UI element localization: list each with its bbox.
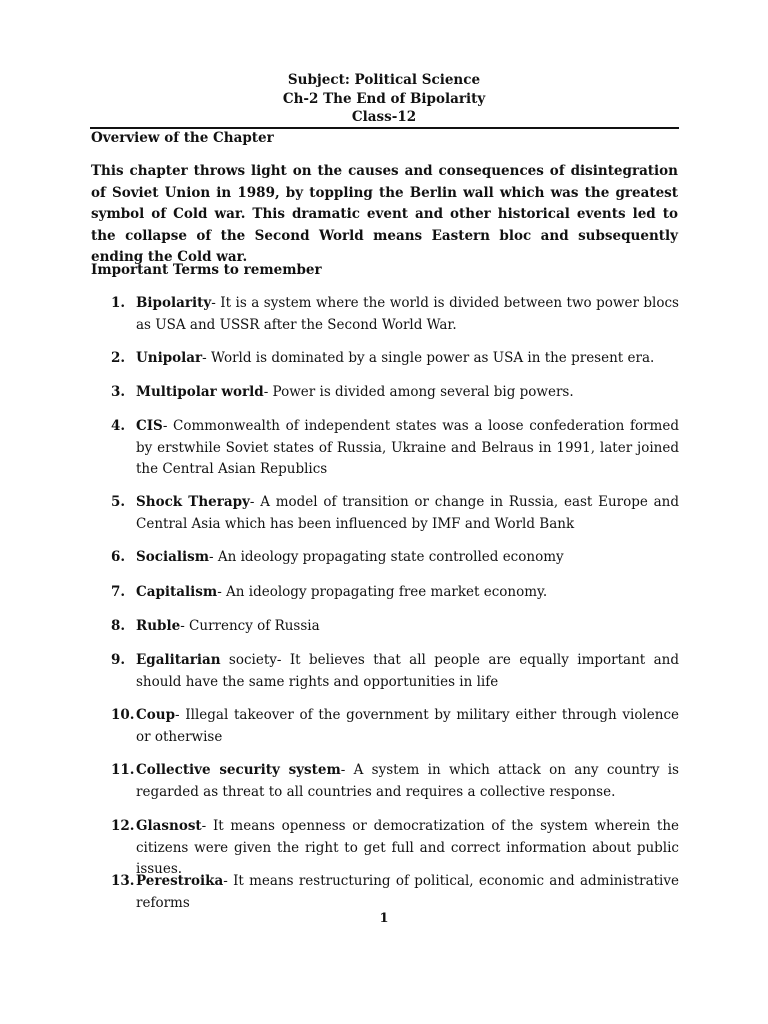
- term-name: Collective security system: [136, 762, 341, 778]
- term-name: Egalitarian: [136, 652, 221, 668]
- term-item: 13. Perestroika- It means restructuring of political, economic and administrative reforms: [111, 873, 679, 911]
- overview-paragraph: This chapter throws light on the causes and consequences of disintegration of Soviet Union in 1989, by toppling the Berlin wall which was the greatest symbol of Cold war. This dramatic event and other historical events led to the collapse of the Second World means Eastern bloc and subsequently ending the Cold war.: [91, 163, 678, 265]
- term-name: Bipolarity: [136, 295, 212, 311]
- term-item: 3. Multipolar world- Power is divided among several big powers.: [111, 384, 574, 400]
- subject-line: Subject: Political Science: [287, 72, 481, 88]
- term-name: Capitalism: [136, 584, 218, 600]
- term-name: Multipolar world: [136, 384, 264, 400]
- term-item: 9. Egalitarian society- It believes that all people are equally important and should have the same rights and opportunities in life: [111, 652, 679, 690]
- term-item: 10. Coup- Illegal takeover of the government by military either through violence or otherwise: [111, 707, 679, 745]
- term-definition: - It is a system where the world is divided between two power blocs as USA and USSR after the Second World War.: [136, 295, 679, 333]
- term-definition: - World is dominated by a single power as USA in the present era.: [202, 350, 655, 366]
- term-name: Glasnost: [136, 818, 202, 834]
- term-name: Socialism: [136, 549, 209, 565]
- term-definition: society- It believes that all people are equally important and should have the same rights and opportunities in life: [136, 652, 679, 690]
- term-definition: - Currency of Russia: [180, 618, 320, 634]
- term-item: 2. Unipolar- World is dominated by a single power as USA in the present era.: [111, 350, 655, 366]
- term-definition: - Power is divided among several big powers.: [263, 384, 574, 400]
- term-item: 1. Bipolarity- It is a system where the world is divided between two power blocs as USA and USSR after the Second World War.: [111, 295, 679, 333]
- overview-heading: Overview of the Chapter: [91, 130, 274, 146]
- class-line: Class-12: [351, 109, 417, 125]
- term-name: Ruble: [136, 618, 181, 634]
- term-item: 6. Socialism- An ideology propagating state controlled economy: [111, 549, 564, 565]
- page-number: 1: [379, 911, 389, 926]
- term-item: 12. Glasnost- It means openness or democratization of the system wherein the citizens were given the right to get full and correct information about public issues.: [111, 818, 679, 878]
- term-definition: - A system in which attack on any country is regarded as threat to all countries and requires a collective response.: [136, 762, 679, 800]
- document-header: [0, 71, 768, 127]
- term-definition: - A model of transition or change in Russia, east Europe and Central Asia which has been influenced by IMF and World Bank: [136, 494, 680, 532]
- term-name: Shock Therapy: [136, 494, 250, 510]
- terms-heading: Important Terms to remember: [91, 262, 322, 278]
- term-definition: - Illegal takeover of the government by military either through violence or otherwise: [136, 707, 679, 745]
- term-definition: - An ideology propagating state controlled economy: [209, 549, 564, 565]
- term-item: 5. Shock Therapy- A model of transition or change in Russia, east Europe and Central Asia which has been influenced by IMF and World Bank: [111, 494, 680, 532]
- term-name: Perestroika: [136, 873, 224, 889]
- term-item: 8. Ruble- Currency of Russia: [111, 618, 320, 634]
- term-item: 4. CIS- Commonwealth of independent states was a loose confederation formed by erstwhile Soviet states of Russia, Ukraine and Belraus in 1991, later joined the Central Asian Republics: [111, 418, 679, 478]
- term-definition: - Commonwealth of independent states was a loose confederation formed by erstwhile Soviet states of Russia, Ukraine and Belraus in 1991, later joined the Central Asian Republics: [136, 418, 679, 478]
- term-item: 11. Collective security system- A system in which attack on any country is regarded as threat to all countries and requires a collective response.: [111, 762, 679, 800]
- term-item: 7. Capitalism- An ideology propagating free market economy.: [111, 584, 548, 600]
- term-name: CIS: [136, 418, 163, 434]
- term-definition: - It means openness or democratization of the system wherein the citizens were given the right to get full and correct information about public issues.: [136, 818, 679, 878]
- chapter-title: Ch-2 The End of Bipolarity: [282, 90, 486, 107]
- term-definition: - An ideology propagating free market economy.: [217, 584, 548, 600]
- term-name: Coup: [136, 707, 176, 723]
- term-name: Unipolar: [136, 350, 203, 366]
- term-definition: - It means restructuring of political, economic and administrative reforms: [136, 873, 679, 911]
